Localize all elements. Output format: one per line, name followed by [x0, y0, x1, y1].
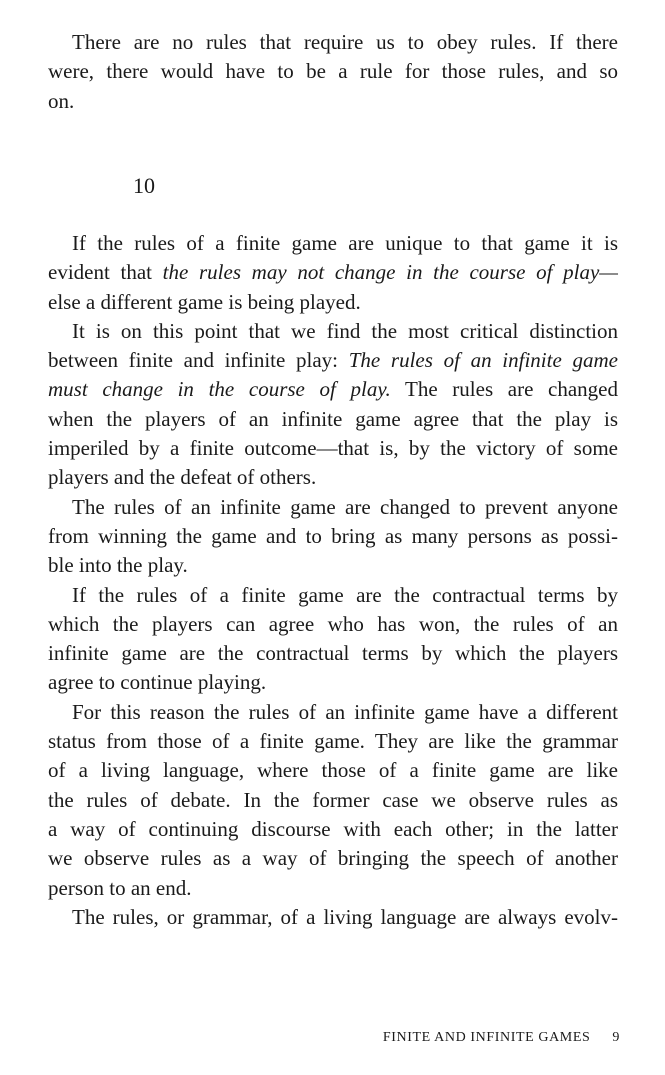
- text-span: person to an end.: [48, 875, 192, 900]
- text-line: [48, 317, 618, 346]
- italic-text: the rules may not change in the course of play—: [162, 260, 618, 285]
- text-line: [48, 756, 618, 785]
- section-number: 10: [133, 173, 155, 198]
- text-line: [48, 258, 618, 287]
- text-line: [48, 346, 618, 375]
- italic-text: must change in the course of play.: [48, 377, 391, 402]
- text-line: [48, 288, 618, 317]
- text-span: we observe rules as a way of bringing the speech of another: [48, 846, 618, 871]
- text-span: a way of continuing discourse with each other; in the latter: [48, 816, 618, 841]
- text-line: [48, 551, 618, 580]
- text-line: [48, 405, 618, 434]
- italic-text: The rules of an infinite game: [348, 348, 618, 373]
- text-line: [48, 463, 618, 492]
- text-span: For this reason the rules of an infinite game have a different: [72, 699, 618, 724]
- text-line: [48, 610, 618, 639]
- text-line: [48, 698, 618, 727]
- text-span: of a living language, where those of a finite game are like: [48, 758, 618, 783]
- text-line: [48, 844, 618, 873]
- paragraph-block-top: [48, 28, 618, 116]
- paragraph-block-main: [48, 229, 618, 932]
- book-title: FINITE AND INFINITE GAMES: [382, 1030, 591, 1045]
- text-span: There are no rules that require us to obey rules. If there: [72, 30, 618, 54]
- text-line: [48, 727, 618, 756]
- text-span: imperiled by a finite outcome—that is, by the victory of some: [48, 436, 618, 461]
- text-line: [48, 434, 618, 463]
- running-footer: [383, 1030, 620, 1046]
- text-line: [48, 87, 618, 116]
- page-number: 9: [612, 1030, 620, 1045]
- text-line: [48, 229, 618, 258]
- text-line: [48, 28, 618, 57]
- text-line: [48, 375, 618, 404]
- text-span: the rules of debate. In the former case we observe rules as: [48, 787, 618, 812]
- text-span: infinite game are the contractual terms by which the players: [48, 641, 618, 666]
- text-span: The rules, or grammar, of a living language are always evolv-: [72, 904, 618, 929]
- text-line: [48, 874, 618, 903]
- text-span: ble into the play.: [48, 553, 188, 578]
- text-line: [48, 639, 618, 668]
- text-span: evident that: [48, 260, 163, 285]
- text-span: The rules of an infinite game are changed to prevent anyone: [72, 494, 618, 519]
- text-line: [48, 522, 618, 551]
- text-line: [48, 581, 618, 610]
- text-span: which the players can agree who has won, the rules of an: [48, 611, 618, 636]
- text-span: on.: [48, 88, 75, 113]
- text-line: [48, 57, 618, 86]
- text-span: It is on this point that we find the most critical distinction: [72, 318, 618, 343]
- text-line: [48, 493, 618, 522]
- text-span: when the players of an infinite game agree that the play is: [48, 406, 618, 431]
- text-span: between finite and infinite play:: [48, 348, 349, 373]
- text-span: else a different game is being played.: [48, 289, 361, 314]
- text-span: from winning the game and to bring as many persons as possi-: [48, 523, 618, 548]
- text-line: [48, 903, 618, 932]
- text-line: [48, 668, 618, 697]
- text-span: players and the defeat of others.: [48, 465, 317, 490]
- text-span: were, there would have to be a rule for those rules, and so: [48, 59, 618, 84]
- text-line: [48, 786, 618, 815]
- text-span: If the rules of a finite game are the contractual terms by: [72, 582, 618, 607]
- text-span: The rules are changed: [390, 377, 618, 402]
- text-span: If the rules of a finite game are unique to that game it is: [72, 231, 618, 255]
- text-span: status from those of a finite game. They are like the grammar: [48, 729, 618, 754]
- text-line: [48, 815, 618, 844]
- text-span: agree to continue playing.: [48, 670, 267, 695]
